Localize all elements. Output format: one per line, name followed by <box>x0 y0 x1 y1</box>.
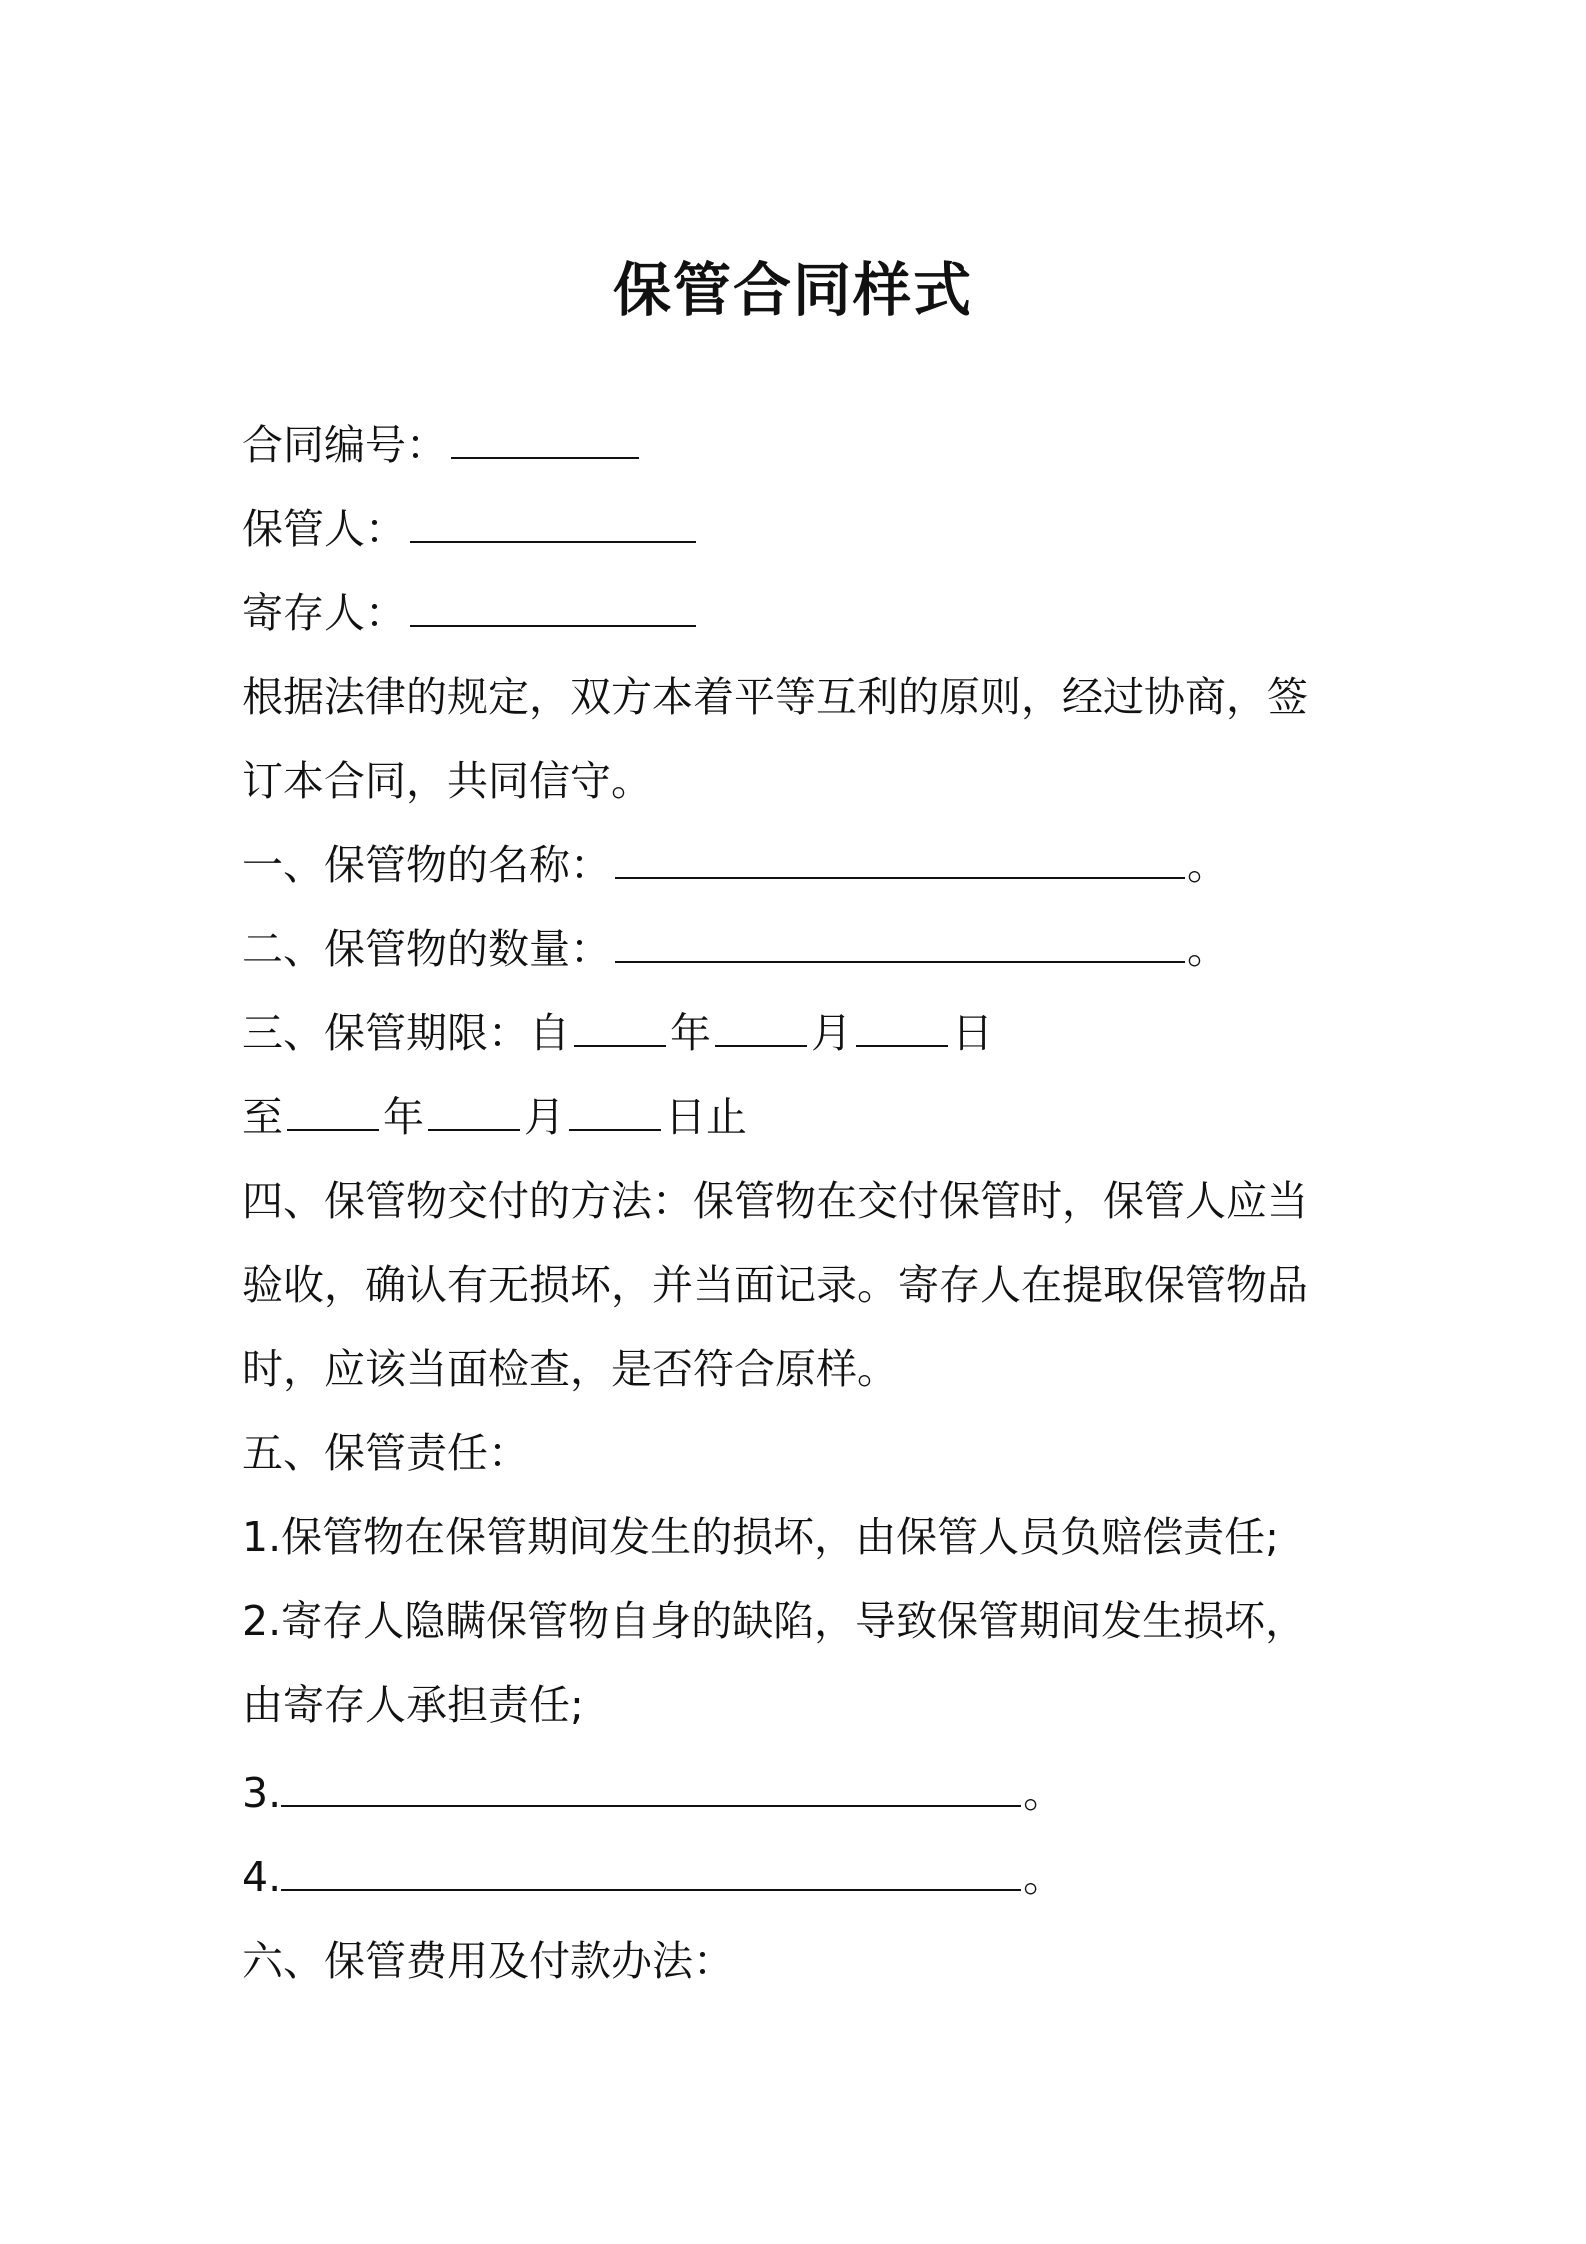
liability-item-2-line-1: 2.寄存人隐瞒保管物自身的缺陷，导致保管期间发生损坏， <box>242 1597 1307 1645</box>
item-name-blank[interactable] <box>615 829 1185 879</box>
start-year-unit: 年 <box>670 1009 711 1057</box>
item-quantity-end: 。 <box>1187 925 1228 973</box>
item-quantity-blank[interactable] <box>615 913 1185 963</box>
item-name-line <box>242 823 1362 907</box>
item-name-label: 一、保管物的名称： <box>242 841 611 889</box>
period-end-line <box>242 1075 1362 1159</box>
intro-line-1: 根据法律的规定，双方本着平等互利的原则，经过协商，签 <box>242 673 1308 721</box>
depositor-blank[interactable] <box>410 577 696 627</box>
liability-item-3-end: 。 <box>1023 1769 1065 1817</box>
end-year-unit: 年 <box>383 1093 424 1141</box>
fees-heading: 六、保管费用及付款办法： <box>242 1937 734 1985</box>
period-start-line <box>242 991 1362 1075</box>
document-title: 保管合同样式 <box>612 256 973 324</box>
liability-item-3-prefix: 3. <box>242 1769 282 1817</box>
start-day-blank[interactable] <box>856 997 948 1047</box>
contract-number-line <box>242 403 1362 487</box>
start-year-blank[interactable] <box>574 997 666 1047</box>
item-quantity-line <box>242 907 1362 991</box>
custodian-blank[interactable] <box>410 493 696 543</box>
liability-item-3-blank[interactable] <box>281 1757 1021 1807</box>
delivery-line-2: 验收，确认有无损坏，并当面记录。寄存人在提取保管物品 <box>242 1261 1308 1309</box>
item-quantity-label: 二、保管物的数量： <box>242 925 611 973</box>
delivery-line-1: 四、保管物交付的方法：保管物在交付保管时，保管人应当 <box>242 1177 1308 1225</box>
liability-item-3 <box>242 1751 1362 1835</box>
end-day-blank[interactable] <box>569 1081 661 1131</box>
document-body <box>242 403 1362 2003</box>
start-month-blank[interactable] <box>715 997 807 1047</box>
delivery-line-3: 时，应该当面检查，是否符合原样。 <box>242 1345 898 1393</box>
period-label: 三、保管期限：自 <box>242 1009 570 1057</box>
depositor-label: 寄存人： <box>242 589 406 637</box>
end-year-blank[interactable] <box>287 1081 379 1131</box>
custodian-label: 保管人： <box>242 505 406 553</box>
item-name-end: 。 <box>1187 841 1228 889</box>
contract-number-label: 合同编号： <box>242 421 447 469</box>
start-month-unit: 月 <box>811 1009 852 1057</box>
period-to-label: 至 <box>242 1093 283 1141</box>
liability-item-4-blank[interactable] <box>281 1841 1021 1891</box>
custodian-line <box>242 487 1362 571</box>
end-month-blank[interactable] <box>428 1081 520 1131</box>
end-month-unit: 月 <box>524 1093 565 1141</box>
end-day-unit: 日止 <box>665 1093 747 1141</box>
depositor-line <box>242 571 1362 655</box>
liability-item-2-line-2: 由寄存人承担责任; <box>242 1681 584 1729</box>
liability-heading: 五、保管责任： <box>242 1429 529 1477</box>
liability-item-4-prefix: 4. <box>242 1853 282 1901</box>
intro-line-2: 订本合同，共同信守。 <box>242 757 652 805</box>
start-day-unit: 日 <box>952 1009 993 1057</box>
liability-item-4 <box>242 1835 1362 1919</box>
contract-number-blank[interactable] <box>451 409 639 459</box>
liability-item-4-end: 。 <box>1023 1853 1065 1901</box>
liability-item-1: 1.保管物在保管期间发生的损坏，由保管人员负赔偿责任; <box>242 1513 1279 1561</box>
